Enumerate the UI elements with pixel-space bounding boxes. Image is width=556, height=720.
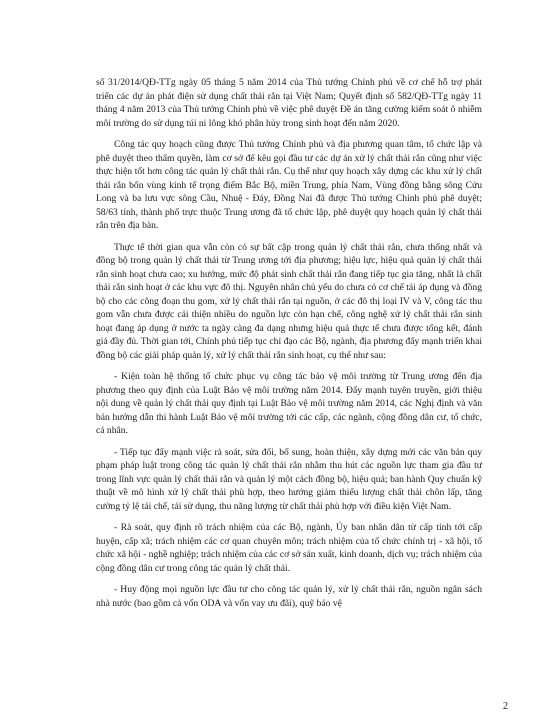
paragraph-measure-organization: - Kiện toàn hệ thống tổ chức phục vụ công tác bảo vệ môi trường từ Trung ương đến địa phương theo quy định của Luật Bảo vệ môi trường năm 2014. Đẩy mạnh tuyên truyền, giới thiệu nội dung về quản lý chất thải quy định tại Luật Bảo vệ môi trường năm 2014, các Nghị định và văn bản hướng dẫn thi hành Luật Bảo vệ môi trường tới các cấp, các ngành, cộng đồng dân cư, tổ chức, cá nhân. bbox=[96, 371, 482, 436]
paragraph-current-situation: Thực tế thời gian qua vẫn còn có sự bất cập trong quản lý chất thải rắn, chưa thống nhất và đồng bộ trong quản lý chất thải từ Trung ương tới địa phương; hiệu lực, hiệu quả quản lý chất thải rắn sinh hoạt chưa cao; xu hướng, mức độ phát sinh chất thải rắn đang tiếp tục gia tăng, nhất là chất thải rắn sinh hoạt ở các khu vực đô thị. Nguyên nhân chủ yếu do chưa có cơ chế tái áp dụng và đồng bộ cho các công đoạn thu gom, xử lý chất thải rắn tại nguồn, ở các đô thị loại IV và V, công tác thu gom vẫn chưa được cải thiện nhiều do nguồn lực còn hạn chế, công nghệ xử lý chất thải rắn sinh hoạt đang áp dụng ở nước ta ngày càng đa dạng nhưng hiệu quả thực tế chưa được tổng kết, đánh giá đầy đủ. Thời gian tới, Chính phủ tiếp tục chỉ đạo các Bộ, ngành, địa phương đẩy mạnh triển khai đồng bộ các giải pháp quản lý, xử lý chất thải rắn sinh hoạt, cụ thể như sau: bbox=[96, 241, 482, 361]
paragraph-measure-responsibilities: - Rà soát, quy định rõ trách nhiệm của các Bộ, ngành, Ủy ban nhân dân từ cấp tỉnh tới cấp huyện, cấp xã; trách nhiệm các cơ quan chuyên môn; trách nhiệm của tổ chức chính trị - xã hội, tổ chức xã hội - nghề nghiệp; trách nhiệm của các cơ sở sản xuất, kinh doanh, dịch vụ; trách nhiệm của cộng đồng dân cư trong công tác quản lý chất thải. bbox=[96, 522, 482, 574]
paragraph-legal-references: số 31/2014/QĐ-TTg ngày 05 tháng 5 năm 2014 của Thủ tướng Chính phủ về cơ chế hỗ trợ phát triển các dự án phát điện sử dụng chất thải rắn tại Việt Nam; Quyết định số 582/QĐ-TTg ngày 11 tháng 4 năm 2013 của Thủ tướng Chính phủ về việc phê duyệt Đề án tăng cường kiểm soát ô nhiễm môi trường do sử dụng túi ni lông khó phân hủy trong sinh hoạt đến năm 2020. bbox=[96, 77, 482, 129]
paragraph-measure-resources: - Huy động mọi nguồn lực đầu tư cho công tác quản lý, xử lý chất thải rắn, nguồn ngân sách nhà nước (bao gồm cả vốn ODA và vốn vay ưu đãi), quỹ bảo vệ bbox=[96, 584, 482, 609]
paragraph-planning: Công tác quy hoạch cũng được Thủ tướng Chính phủ và địa phương quan tâm, tổ chức lập và phê duyệt theo thẩm quyền, làm cơ sở để kêu gọi đầu tư các dự án xử lý chất thải rắn cũng như việc thực hiện tốt hơn công tác quản lý chất thải rắn. Cụ thể như quy hoạch xây dựng các khu xử lý chất thải rắn bốn vùng kinh tế trọng điểm Bắc Bộ, miền Trung, phía Nam, Vùng đồng bằng sông Cửu Long và ba lưu vực sông Cầu, Nhuệ - Đáy, Đồng Nai đã được Thủ tướng Chính phủ phê duyệt; 58/63 tỉnh, thành phố trực thuộc Trung ương đã tổ chức lập, phê duyệt quy hoạch quản lý chất thải rắn trên địa bàn. bbox=[96, 139, 482, 231]
page-number: 2 bbox=[503, 701, 508, 712]
paragraph-measure-legal-framework: - Tiếp tục đẩy mạnh việc rà soát, sửa đổi, bổ sung, hoàn thiện, xây dựng mới các văn bản quy phạm pháp luật trong công tác quản lý chất thải rắn nhằm thu hút các nguồn lực tham gia đầu tư trong lĩnh vực quản lý chất thải rắn và quản lý một cách đồng bộ, hiệu quả; ban hành Quy chuẩn kỹ thuật về mô hình xử lý chất thải phù hợp, theo hướng giảm thiểu lượng chất thải chôn lấp, tăng cường tỷ lệ tái chế, tái sử dụng, thu năng lượng từ chất thải phù hợp với điều kiện Việt Nam. bbox=[96, 446, 482, 512]
